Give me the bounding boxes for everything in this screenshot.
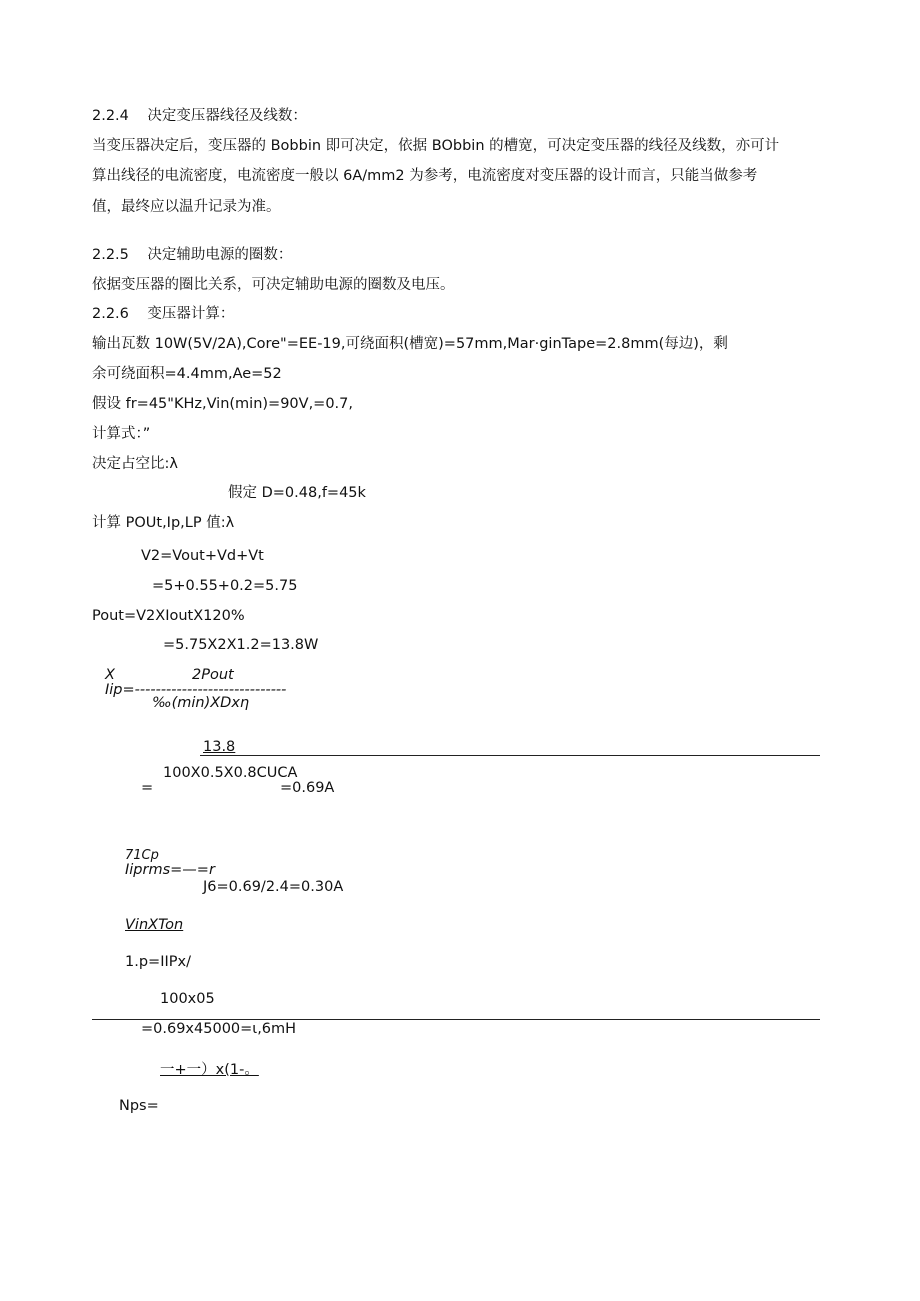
formula-iiprms: Iiprms=—=r: [125, 862, 215, 878]
formula-denominator: ‰(min)XDxη: [152, 695, 250, 711]
paragraph-line: 值，最终应以温升记录为准。: [92, 199, 281, 215]
paragraph-line: 计算 POUt,Ip,LP 值:λ: [92, 515, 235, 531]
formula-numerator: 2Pout: [192, 667, 234, 683]
formula-vinxton: VinXTon: [125, 917, 184, 933]
paragraph-line: 算出线径的电流密度，电流密度一般以 6A/mm2 为参考，电流密度对变压器的设计而言，只能当做参考: [92, 168, 758, 184]
paragraph-line: 假定 D=0.48,f=45k: [228, 485, 366, 501]
section-number: 2.2.6: [92, 306, 129, 322]
section-number: 2.2.5: [92, 247, 129, 263]
result-ip: =0.69A: [280, 780, 335, 796]
formula-nps: Nps=: [119, 1098, 159, 1114]
formula-pout: Pout=V2XIoutX120%: [92, 608, 245, 624]
result-iiprms: J6=0.69/2.4=0.30A: [203, 879, 344, 895]
section-title: 决定辅助电源的圈数：: [147, 247, 293, 263]
formula-x: X: [105, 667, 115, 683]
section-heading-2-2-4: [92, 107, 307, 125]
formula-cp: 71Cp: [125, 848, 159, 863]
section-title: 决定变压器线径及线数：: [147, 108, 307, 124]
formula-lp: 1.p=IIPx/: [125, 954, 191, 970]
paragraph-line: 输出瓦数 10W(5V/2A),Core"=EE-19,可绕面积(槽宽)=57mm,Mar·ginTape=2.8mm(每边)，剩: [92, 336, 728, 352]
formula-fraction: 一+一）x(1-。: [160, 1062, 259, 1078]
fraction-numerator: 100x05: [160, 991, 215, 1007]
formula-iip: Iip=-----------------------------: [105, 682, 287, 698]
paragraph-line: 依据变压器的圈比关系，可决定辅助电源的圈数及电压。: [92, 277, 455, 293]
formula-v2: V2=Vout+Vd+Vt: [141, 548, 264, 564]
section-number: 2.2.4: [92, 108, 129, 124]
formula-v2-value: =5+0.55+0.2=5.75: [152, 578, 298, 594]
section-title: 变压器计算：: [147, 306, 235, 322]
paragraph-line: 假设 fr=45"KHz,Vin(min)=90V,=0.7,: [92, 396, 353, 412]
paragraph-line: 决定占空比:λ: [92, 456, 178, 472]
equals-sign: =: [141, 780, 154, 796]
paragraph-line: 余可绕面积=4.4mm,Ae=52: [92, 366, 282, 382]
formula-pout-value: =5.75X2X1.2=13.8W: [163, 637, 319, 653]
paragraph-line: 当变压器决定后，变压器的 Bobbin 即可决定，依据 BObbin 的槽宽，可决定变压器的线径及线数，亦可计: [92, 138, 780, 154]
fraction-numerator: 13.8: [203, 739, 236, 755]
fraction-denominator: 100X0.5X0.8CUCA: [163, 765, 298, 781]
section-heading-2-2-5: [92, 246, 292, 264]
result-lp: =0.69x45000=ι,6mH: [141, 1021, 297, 1037]
fraction-rule: [200, 755, 820, 756]
paragraph-line: 计算式：”: [92, 426, 151, 442]
section-heading-2-2-6: [92, 305, 234, 323]
